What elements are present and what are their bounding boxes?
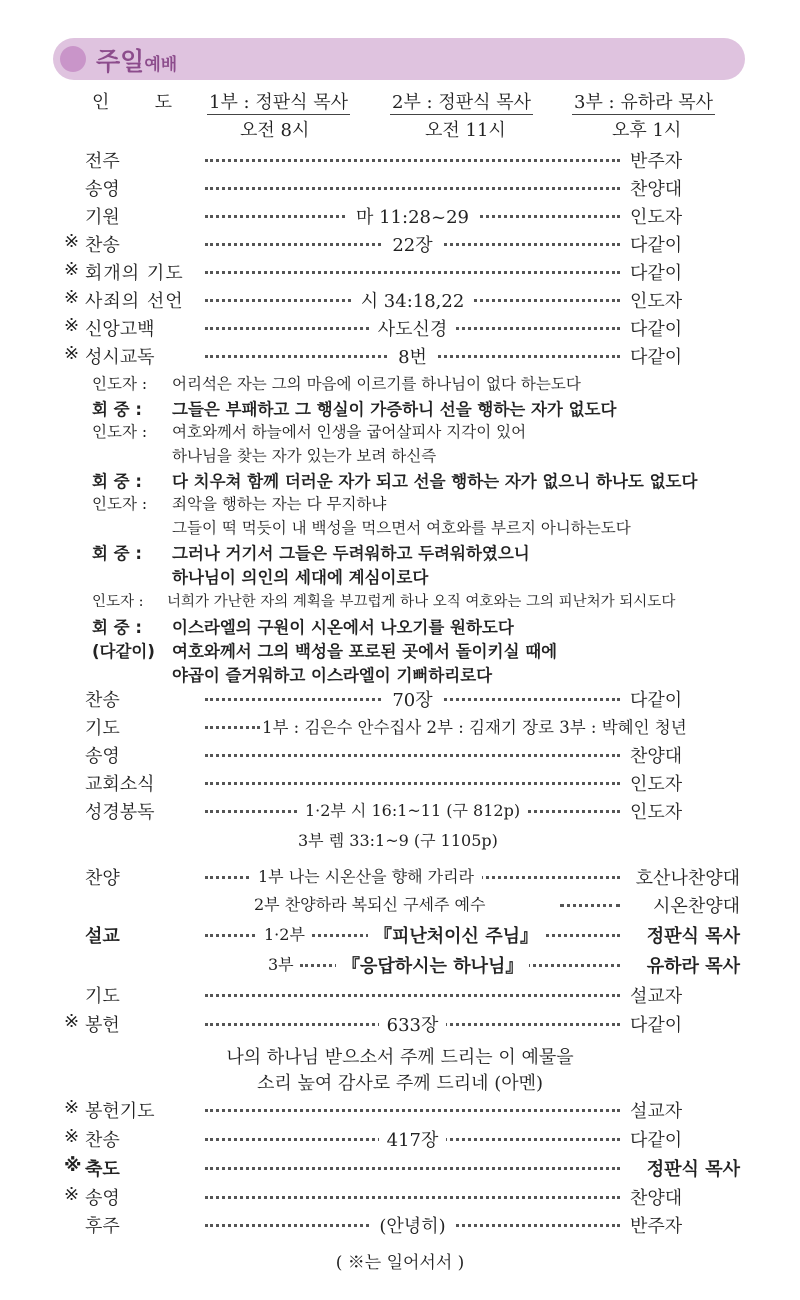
reading-line: 하나님이 의인의 세대에 계심이로다 <box>172 568 429 587</box>
service-3-time: 오후 1시 <box>612 120 682 141</box>
order-row-responsive-reading: ※ 성시교독 8번 다같이 <box>64 343 683 368</box>
order-row-postlude: 후주 (안녕히) 반주자 <box>85 1216 683 1237</box>
service-1-part: 1부 : 정판식 목사 <box>209 92 349 113</box>
order-row-sermon: 설교 1·2부 『피난처이신 주님』 정판식 목사 <box>0 920 800 950</box>
service-2-time: 오전 11시 <box>425 120 506 141</box>
service-2-part: 2부 : 정판식 목사 <box>392 92 532 113</box>
reading-line: 회 중 : 이스라엘의 구원이 시온에서 나오기를 원하도다 <box>92 618 514 637</box>
reading-line: 그들이 떡 먹듯이 내 백성을 먹으면서 여호와를 부르지 아니하는도다 <box>172 519 631 537</box>
reading-line: 회 중 : 그러나 거기서 그들은 두려워하고 두려워하였으니 <box>92 544 530 563</box>
service-1-time: 오전 8시 <box>240 120 310 141</box>
order-row-doxology: ※ 송영 찬양대 <box>64 1184 683 1209</box>
order-row-invocation: 기원 마 11:28~29 인도자 <box>85 207 683 228</box>
order-row-anthem: 송영 찬양대 <box>85 179 683 200</box>
order-row-benediction: ※ 축도 정판식 목사 <box>64 1155 740 1180</box>
offering-song-line: 소리 높여 감사로 주께 드리네 (아멘) <box>256 1073 544 1094</box>
reading-line: 회 중 : 그들은 부패하고 그 행실이 가증하니 선을 행하는 자가 없도다 <box>92 400 617 419</box>
banner-dot-icon <box>60 46 86 72</box>
reading-line: 인도자 : 죄악을 행하는 자는 다 무지하냐 <box>92 495 387 513</box>
reading-line: 인도자 : 너희가 가난한 자의 계획을 부끄럽게 하나 오직 여호와는 그의 피난처가 되시도다 <box>92 594 676 610</box>
order-row-hymn-2: 찬송 70장 다같이 <box>85 690 683 711</box>
order-row-anthem-2: 송영 찬양대 <box>85 746 683 767</box>
reading-line: 하나님을 찾는 자가 있는가 보려 하신즉 <box>172 447 437 465</box>
reading-line: (다같이) 여호와께서 그의 백성을 포로된 곳에서 돌이키실 때에 <box>92 642 558 661</box>
order-row-hymn-3: ※ 찬송 417장 다같이 <box>64 1126 683 1151</box>
order-row-prelude: 전주 반주자 <box>85 151 683 172</box>
order-row-scripture: 성경봉독 1·2부 시 16:1~11 (구 812p) 인도자 <box>85 801 683 823</box>
order-row-prayer-2: 기도 설교자 <box>85 986 683 1007</box>
order-row-hymn: ※ 찬송 22장 다같이 <box>64 231 683 256</box>
order-row-praise: 찬양 1부 나는 시온산을 향해 가리라 호산나찬양대 <box>0 862 800 892</box>
reading-line: 인도자 : 여호와께서 하늘에서 인생을 굽어살피사 지각이 있어 <box>92 423 527 441</box>
order-row-absolution: ※ 사죄의 선언 시 34:18,22 인도자 <box>64 287 683 312</box>
order-row-offering: ※ 봉헌 633장 다같이 <box>64 1011 683 1036</box>
reading-line: 회 중 : 다 치우쳐 함께 더러운 자가 되고 선을 행하는 자가 없으니 하나도 없도다 <box>92 472 698 491</box>
order-row-church-news: 교회소식 인도자 <box>85 774 683 795</box>
order-row-prayer: 기도 1부 : 김은수 안수집사 2부 : 김재기 장로 3부 : 박혜인 청년 <box>85 718 687 739</box>
reading-line: 야곱이 즐거워하고 이스라엘이 기뻐하리로다 <box>172 666 493 685</box>
order-row-offering-prayer: ※ 봉헌기도 설교자 <box>64 1097 683 1122</box>
order-row-repentance: ※ 회개의 기도 다같이 <box>64 259 683 284</box>
order-row-praise-2: 2부 찬양하라 복되신 구세주 예수 시온찬양대 <box>254 895 740 917</box>
offering-song-line: 나의 하나님 받으소서 주께 드리는 이 예물을 <box>226 1047 574 1068</box>
order-row-creed: ※ 신앙고백 사도신경 다같이 <box>64 315 683 340</box>
service-3-part: 3부 : 유하라 목사 <box>574 92 714 113</box>
standing-note: ( ※는 일어서서 ) <box>335 1253 465 1273</box>
reading-line: 인도자 : 어리석은 자는 그의 마음에 이르기를 하나님이 없다 하는도다 <box>92 375 581 393</box>
page-title: 주일예배 <box>96 47 178 76</box>
order-row-scripture-2: 3부 렘 33:1~9 (구 1105p) <box>298 831 498 850</box>
intro-label: 인 도 <box>92 92 172 113</box>
order-row-sermon-2: 3부 『응답하시는 하나님』 유하라 목사 <box>0 950 800 980</box>
